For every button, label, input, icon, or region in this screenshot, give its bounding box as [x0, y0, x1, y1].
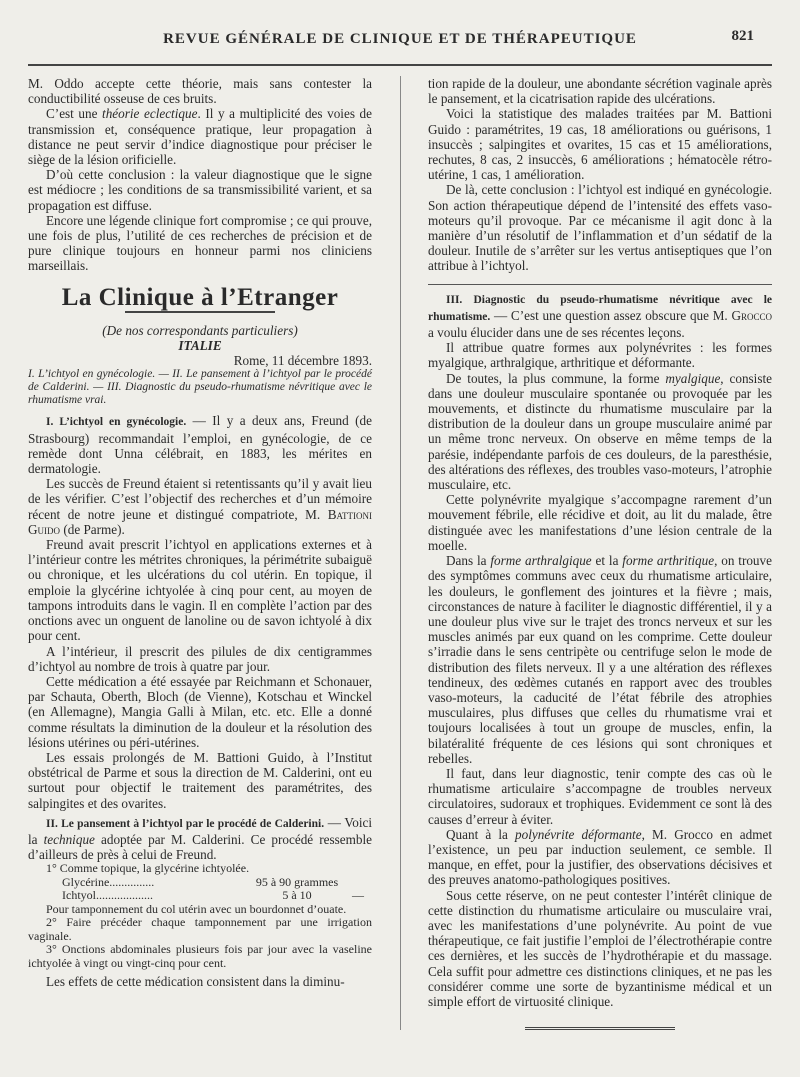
- text-run: adoptée par M. Calderini. Ce procédé ressemble d’ailleurs de près à celui de Freund.: [28, 831, 372, 863]
- author-name: Grocco: [731, 307, 772, 323]
- recipe-ingredient-row: [28, 876, 372, 890]
- paragraph: Il faut, dans leur diagnostic, tenir compte des cas où le rhumatisme articulaire s’accompagne de troubles nerveux circulatoires, sudoraux et trophiques. Evidemment ce sont là des causes d’erreur à éviter.: [428, 765, 772, 827]
- recipe-line: 1° Comme topique, la glycérine ichtyolée.: [46, 861, 250, 876]
- paragraph: Cette polynévrite myalgique s’accompagne rarement d’un mouvement fébrile, elle récidive et doit, au lit du malade, être distinguée avec les manifestations d’une lésion centrale de la moelle.: [428, 492, 772, 553]
- country-heading: ITALIE: [178, 338, 222, 354]
- paragraph: [28, 815, 372, 863]
- text-run: Les succès de Freund étaient si retentissants qu’il y avait lieu de les vérifier. C’est l’objectif des recherches et d’un mémoire récent de notre jeune et distingué compatriote, M.: [28, 476, 372, 522]
- paragraph: [428, 827, 772, 888]
- emphasis: technique: [43, 831, 95, 847]
- header-rule: [28, 64, 772, 66]
- paragraph: [28, 413, 372, 476]
- text-run: (de Parme).: [60, 521, 125, 537]
- ingredient-quantity: 95 à 90 grammes: [255, 874, 339, 889]
- paragraph: [428, 371, 772, 493]
- text-run: — C’est une question assez obscure que M.: [490, 307, 732, 323]
- paragraph: [28, 106, 372, 167]
- paragraph: Voici la statistique des malades traitées par M. Battioni Guido : paramétrites, 19 cas, 18 améliorations ou guérisons, 1 insuccès ; salpingites et ovarites, 15 cas et 15 améliorations, rechutes, 8 cas, 2 insuccès, 6 améliorations ; hématocèle rétro-utérine, 1 cas, 1 amélioration.: [428, 106, 772, 183]
- paragraph: De là, cette conclusion : l’ichtyol est indiqué en gynécologie. Son action thérapeutique dépend de l’intensité des effets vaso-moteurs qu’il provoque. Par ce mécanisme il agit donc à la manière d’un résolutif de l’inflammation et d’un sédatif de la douleur. Inutile de s’arrêter sur les vertus antiseptiques que l’on attribue à l’ichtyol.: [428, 182, 772, 274]
- journal-title: REVUE GÉNÉRALE DE CLINIQUE ET DE THÉRAPEUTIQUE: [163, 31, 637, 47]
- paragraph: Il attribue quatre formes aux polynévrites : les formes myalgique, arthralgique, arthritique et déformante.: [428, 340, 772, 371]
- paragraph: Cette médication a été essayée par Reichmann et Schonauer, par Schauta, Oberth, Bloch (de Vienne), Kotschau et Winckel (en Allemagne), Mangia Galli à Milan, etc. etc. Elle a donné comme résultats la diminution de la douleur et la résolution des lésions utérines ou péri-utérines.: [28, 673, 372, 750]
- paragraph: [428, 291, 772, 341]
- emphasis: théorie eclectique: [102, 106, 198, 122]
- emphasis: forme arthritique: [622, 553, 715, 569]
- right-column: [428, 76, 772, 1030]
- text-run: , M. Grocco en admet l’existence, un peu par induction seulement, ce semble. Il manque, en effet, pour la justifier, des observations décisives et des preuves anatomo-pathologiques positives.: [428, 826, 772, 888]
- table-of-contents: I. L’ichtyol en gynécologie. — II. Le pansement à l’ichtyol par le procédé de Calderini. — III. Diagnostic du pseudo-rhumatisme névritique avec le rhumatisme vrai.: [28, 368, 372, 407]
- recipe-block: [28, 862, 372, 970]
- emphasis: forme arthralgique: [490, 553, 592, 569]
- paragraph: tion rapide de la douleur, une abondante sécrétion vaginale après le pansement, et la cicatrisation rapide des ulcérations.: [428, 76, 772, 107]
- ingredient-quantity: 5 à 10: [282, 888, 312, 903]
- two-column-body: [28, 76, 772, 1030]
- text-run: Dans la: [446, 553, 491, 569]
- paragraph: A l’intérieur, il prescrit des pilules de dix centigrammes d’ichtyol au nombre de trois à quatre par jour.: [28, 643, 372, 674]
- recipe-ingredient-row: [28, 889, 372, 903]
- paragraph: Les essais prolongés de M. Battioni Guido, à l’Institut obstétrical de Parme et sous la direction de M. Calderini, ont eu surtout pour objectif le traitement des paramétrites, des salpingites et des ovarites.: [28, 749, 372, 811]
- text-run: C’est une: [46, 106, 103, 122]
- text-run: De toutes, la plus commune, la forme: [446, 370, 666, 386]
- recipe-line: 3° Onctions abdominales plusieurs fois par jour avec la vaseline ichtyolée à vingt ou vingt-cinq pour cent.: [28, 942, 372, 970]
- text-run: — Voici la: [28, 814, 373, 847]
- paragraph: Sous cette réserve, on ne peut contester l’intérêt clinique de cette distinction du rhumatisme articulaire ou musculaire vrai, avec les manifestations d’une polynévrite. Au point de vue thérapeutique, ce fait justifie l’emploi de l’électrothérapie contre ces dernières, et les succès de l’hydrothérapie et du massage. Cela suffit pour admettre ces distinctions cliniques, et ne pas les considérer comme une sorte de byzantinisme médical et un simple effort de virtuosité clinique.: [428, 887, 772, 1009]
- text-run: — Il y a deux ans, Freund (de Strasbourg) recommandait l’emploi, en gynécologie, de ce remède dont Unna célébrait, en 1883, les mérites en dermatologie.: [28, 413, 372, 477]
- paragraph: D’où cette conclusion : la valeur diagnostique que le signe est médiocre ; les conditions de sa transmissibilité varient, et sa propagation est diffuse.: [28, 167, 372, 213]
- paragraph: [428, 553, 772, 766]
- end-rule: [525, 1027, 675, 1030]
- text-run: . Il y a multiplicité des voies de transmission et, conséquence pratique, leur propagation à distance ne peut servir d’indice diagnostique pour préciser le siège de la lésion orificielle.: [28, 106, 372, 168]
- subsection-heading: II. Le pansement à l’ichtyol par le procédé de Calderini.: [46, 817, 325, 830]
- paragraph: [28, 476, 372, 537]
- paragraph: M. Oddo accepte cette théorie, mais sans contester la conductibilité osseuse de ces bruits.: [28, 76, 372, 107]
- left-column: [28, 76, 372, 1030]
- paragraph: Encore une légende clinique fort compromise ; ce qui prouve, une fois de plus, l’utilité de ces recherches de précision et de pure clinique toujours en honneur parmi nos cliniciens marseillais.: [28, 212, 372, 274]
- emphasis: polynévrite déformante: [515, 826, 642, 842]
- author-name: Battioni Guido: [28, 506, 372, 537]
- text-run: a voulu élucider dans une de ses récentes leçons.: [428, 325, 685, 341]
- text-run: , consiste dans une douleur musculaire spontanée ou provoquée par les mouvements, et distincte du rhumatisme musculaire par la distribution de la douleur dans un groupe musculaire animé par un même tronc nerveux. On observe en même temps de la parésie, indépendante parfois de ces douleurs, de la paresthésie, des altérations des réflexes, des troubles vaso-moteurs, l’atrophie musculaire, etc.: [428, 370, 772, 493]
- ingredient-name: Ichtyol...................: [62, 888, 153, 903]
- text-run: Quant à la: [446, 826, 516, 842]
- text-run: et la: [591, 553, 623, 569]
- subsection-heading: I. L’ichtyol en gynécologie.: [46, 416, 187, 429]
- running-header: [28, 28, 772, 54]
- emphasis: myalgique: [665, 370, 721, 386]
- title-rule: [125, 311, 275, 313]
- paragraph: Freund avait prescrit l’ichtyol en applications externes et à l’intérieur contre les métrites chroniques, la périmétrite subaiguë ou chronique, et les ulcérations du col utérin. En topique, il emploie la glycérine ichtyolée à cinq pour cent, au moyen de tampons introduits dans le vagin. Il en complète l’action par des onctions avec un onguent de lanoline ou de savon ichtyolé à dix pour cent.: [28, 537, 372, 644]
- page-number: 821: [731, 28, 754, 44]
- paragraph: Les effets de cette médication consistent dans la diminu-: [46, 974, 345, 990]
- text-run: , on trouve des symptômes communs avec ceux du rhumatisme articulaire, les douleurs, le gonflement des jointures et la fièvre ; mais, circonstances de nature à faciliter le diagnostic différentiel, il y a une douleur plus vive sur le trajet des troncs nerveux et sur les muscles animés par eux quand on les comprime. Cette douleur s’irradie dans le sens centripète ou centrifuge selon le mode de distribution des filets nerveux. Il y a une altération des réflexes tendineux, des œdèmes cutanés en rapport avec des troubles vaso-moteurs, la caducité de l’état fébrile des atrophies musculaires, plus diffuses que celles du rhumatisme vrai et toujours localisées à tout un groupe de muscles, enfin, la bilatéralité fréquente de ces lésions qui sont chroniques et rebelles.: [428, 553, 772, 766]
- section-rule: [428, 284, 772, 285]
- recipe-line: 2° Faire précéder chaque tamponnement par une irrigation vaginale.: [28, 915, 372, 943]
- ingredient-name: Glycérine...............: [62, 874, 155, 889]
- subsection-heading: III. Diagnostic du pseudo-rhumatisme névritique avec le rhumatisme.: [428, 293, 772, 323]
- section-title: La Clinique à l’Etranger: [61, 283, 339, 311]
- column-separator: [400, 76, 401, 1030]
- ditto-mark: —: [352, 888, 364, 903]
- subtitle: (De nos correspondants particuliers): [102, 322, 298, 338]
- recipe-line: Pour tamponnement du col utérin avec un bourdonnet d’ouate.: [46, 901, 347, 916]
- dateline: Rome, 11 décembre 1893.: [233, 353, 372, 369]
